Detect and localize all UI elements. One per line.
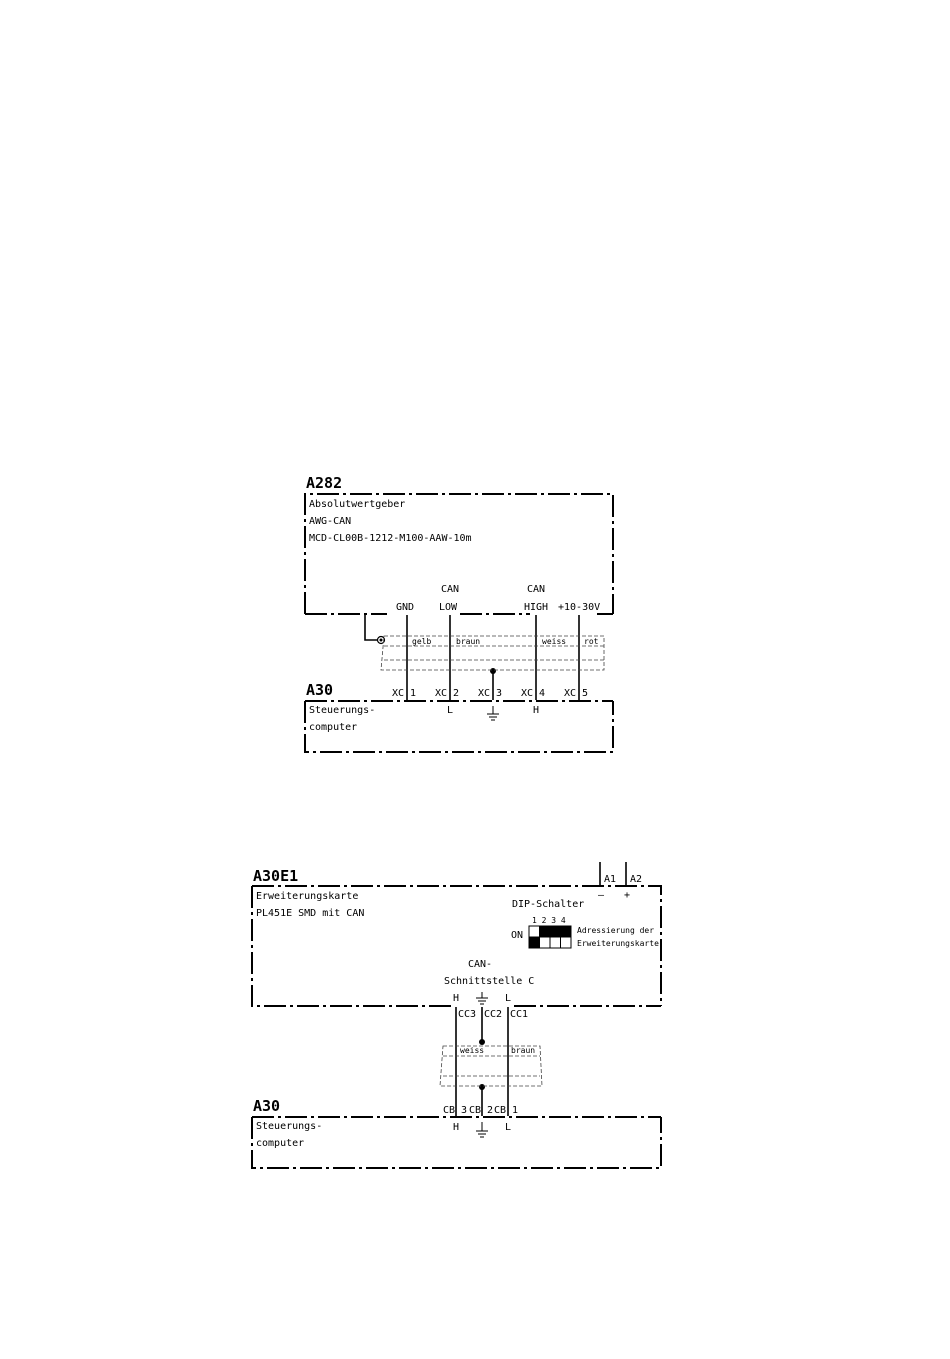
card-name: Erweiterungskarte [256, 891, 359, 902]
encoder-wiring-diagram [305, 474, 613, 752]
card-type: PL451E SMD mit CAN [256, 908, 365, 919]
pin-cb3: CB 3 [443, 1105, 468, 1116]
encoder-cable-sheath [381, 636, 604, 670]
signal-h: H [533, 705, 540, 716]
pin-cb2: CB 2 [469, 1105, 494, 1116]
pin-xc5: XC 5 [564, 688, 589, 699]
dip-numbers: 1 2 3 4 [532, 916, 566, 925]
card-wires [456, 1007, 508, 1116]
supply-terminals [598, 862, 642, 901]
pin-xc3: XC 3 [478, 688, 503, 699]
wire-color-weiss-2: weiss [460, 1046, 485, 1055]
wire-color-braun-2: braun [511, 1046, 536, 1055]
controller2-name-line1: Steuerungs- [256, 1121, 323, 1132]
controller2-name-line2: computer [256, 1138, 305, 1149]
pin-cc3: CC3 [458, 1009, 477, 1020]
encoder-ref: A282 [306, 474, 343, 492]
interface-line2: Schnittstelle C [444, 976, 535, 987]
terminal-gnd-label: GND [396, 602, 415, 613]
dip-switch [511, 899, 659, 948]
ground-icon [487, 706, 499, 720]
card-ref: A30E1 [253, 867, 299, 885]
controller-name-line1: Steuerungs- [309, 705, 376, 716]
dip-switch-1-state [529, 937, 540, 948]
terminal-supply-label: +10-30V [558, 602, 601, 613]
controller-ref-1: A30 [306, 681, 334, 699]
supply-a2-polarity: + [624, 890, 631, 901]
controller-name-line2: computer [309, 722, 358, 733]
dip-switch-3-state [550, 926, 561, 937]
pin-cc2: CC2 [484, 1009, 503, 1020]
pin-cb1: CB 1 [494, 1105, 519, 1116]
dip-note-line1: Adressierung der [577, 926, 655, 935]
encoder-name: Absolutwertgeber [309, 499, 406, 510]
card-pins [458, 1009, 528, 1020]
supply-a2-label: A2 [630, 874, 643, 885]
pin-xc1: XC 1 [392, 688, 417, 699]
ground-icon [476, 992, 488, 1004]
terminal-can-high-top-label: CAN [527, 584, 546, 595]
encoder-part-number: MCD-CL00B-1212-M100-AAW-10m [309, 533, 472, 544]
connector-xc-pins [392, 688, 588, 699]
dip-note-line2: Erweiterungskarte [577, 939, 659, 948]
can-interface-c [444, 959, 534, 1004]
signal-l: L [447, 705, 454, 716]
wire-color-gelb: gelb [412, 637, 432, 646]
interface-signal-l: L [505, 993, 512, 1004]
supply-a1-label: A1 [604, 874, 617, 885]
controller-cb-pins [443, 1105, 518, 1116]
pin-xc2: XC 2 [435, 688, 460, 699]
interface-line1: CAN- [468, 959, 493, 970]
ground-icon [476, 1122, 488, 1137]
wire-color-braun: braun [456, 637, 481, 646]
dip-on-label: ON [511, 930, 524, 941]
encoder-type: AWG-CAN [309, 516, 352, 527]
pin-xc4: XC 4 [521, 688, 546, 699]
controller-signal-h: H [453, 1122, 460, 1133]
dip-title: DIP-Schalter [512, 899, 585, 910]
terminal-can-high-label: HIGH [524, 602, 549, 613]
encoder-terminal-labels [396, 584, 600, 613]
controller-signal-l: L [505, 1122, 512, 1133]
controller-ref-2: A30 [253, 1097, 281, 1115]
expansion-card-wiring-diagram [252, 862, 661, 1168]
pin-cc1: CC1 [510, 1009, 529, 1020]
interface-signal-h: H [453, 993, 460, 1004]
terminal-can-low-top-label: CAN [441, 584, 460, 595]
wire-color-rot: rot [584, 637, 599, 646]
terminal-can-low-label: LOW [439, 602, 458, 613]
dip-switch-4-state [561, 926, 572, 937]
dip-switch-2-state [540, 926, 551, 937]
wire-color-weiss: weiss [542, 637, 567, 646]
supply-a1-polarity: – [598, 890, 605, 901]
